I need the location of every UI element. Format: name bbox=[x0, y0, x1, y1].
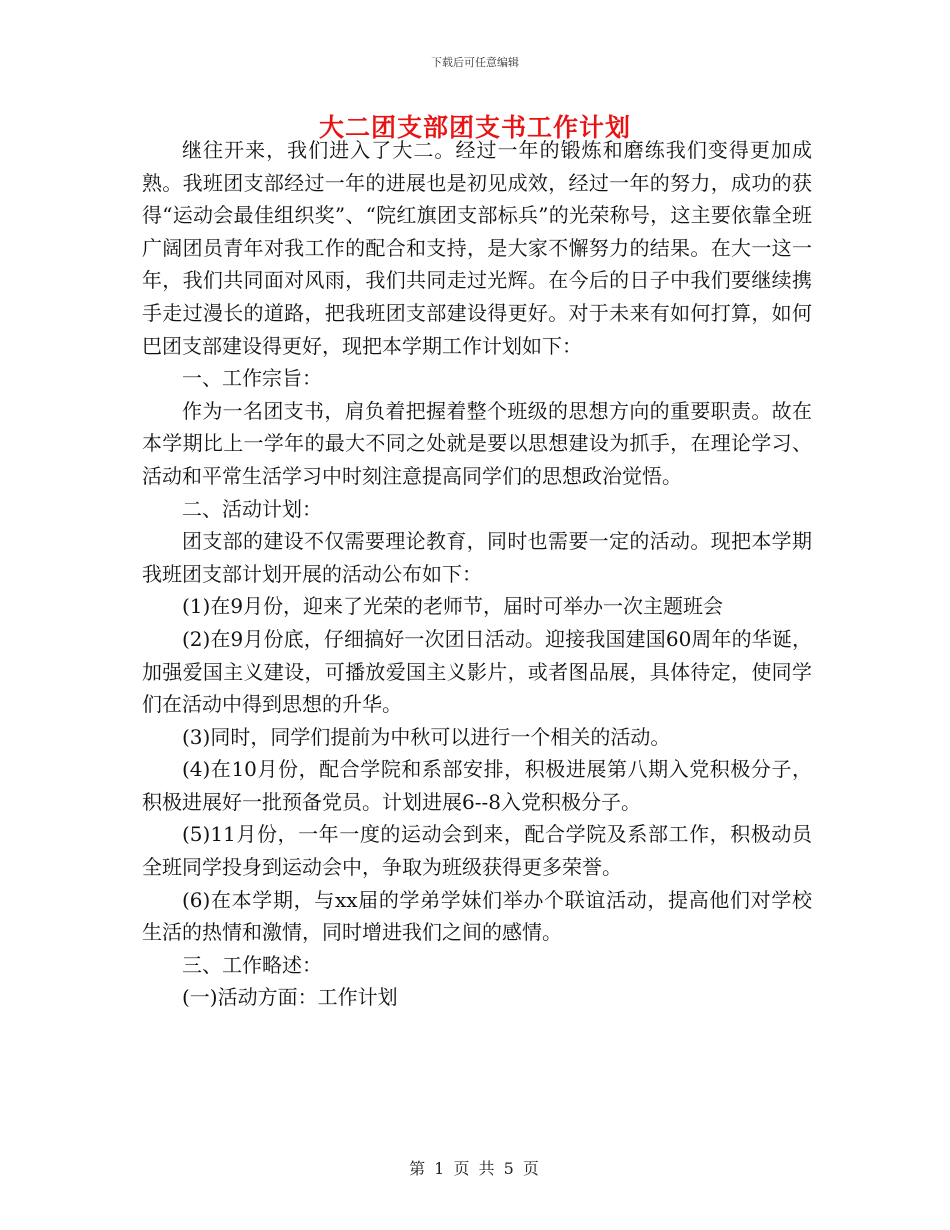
list-item: (4)在10月份，配合学院和系部安排，积极进展第八期入党积极分子，积极进展好一批预备党员。计划进展6--8入党积极分子。 bbox=[142, 757, 812, 814]
paragraph-activity-intro: 团支部的建设不仅需要理论教育，同时也需要一定的活动。现把本学期我班团支部计划开展的活动公布如下： bbox=[142, 529, 812, 586]
list-item: (3)同时，同学们提前为中秋可以进行一个相关的活动。 bbox=[182, 724, 671, 749]
list-item: (2)在9月份底，仔细搞好一次团日活动。迎接我国建国60周年的华诞，加强爱国主义建设，可播放爱国主义影片，或者图品展，具体待定，使同学们在活动中得到思想的升华。 bbox=[142, 626, 812, 717]
list-item: (5)11月份，一年一度的运动会到来，配合学院及系部工作，积极动员全班同学投身到运动会中，争取为班级获得更多荣誉。 bbox=[142, 822, 812, 880]
list-item: (1)在9月份，迎来了光荣的老师节，届时可举办一次主题班会 bbox=[182, 594, 724, 619]
page-number: 第 1 页 共 5 页 bbox=[409, 1159, 541, 1178]
page-header: 下载后可任意编辑 bbox=[431, 56, 519, 69]
document-body bbox=[142, 134, 812, 1014]
section-heading-summary: 三、工作略述： bbox=[182, 952, 322, 977]
section-heading-activity-plan: 二、活动计划： bbox=[182, 496, 322, 521]
subsection-heading-activities: (一)活动方面：工作计划 bbox=[182, 985, 398, 1010]
paragraph-intro: 继往开来，我们进入了大二。经过一年的锻炼和磨练我们变得更加成熟。我班团支部经过一年的进展也是初见成效，经过一年的努力，成功的获得“运动会最佳组织奖”、“院红旗团支部标兵”的光荣称号，这主要依靠全班广阔团员青年对我工作的配合和支持，是大家不懈努力的结果。在大一这一年，我们共同面对风雨，我们共同走过光辉。在今后的日子中我们要继续携手走过漫长的道路，把我班团支部建设得更好。对于未来有如何打算，如何巴团支部建设得更好，现把本学期工作计划如下： bbox=[142, 138, 812, 358]
list-item: (6)在本学期，与xx届的学弟学妹们举办个联谊活动，提高他们对学校生活的热情和激情，同时增进我们之间的感情。 bbox=[142, 887, 812, 945]
section-heading-purpose: 一、工作宗旨： bbox=[182, 366, 322, 391]
paragraph-purpose: 作为一名团支书，肩负着把握着整个班级的思想方向的重要职责。故在本学期比上一学年的最大不同之处就是要以思想建设为抓手，在理论学习、活动和平常生活学习中时刻注意提高同学们的思想政治觉悟。 bbox=[142, 398, 812, 488]
document-title: 大二团支部团支书工作计划 bbox=[318, 113, 631, 142]
